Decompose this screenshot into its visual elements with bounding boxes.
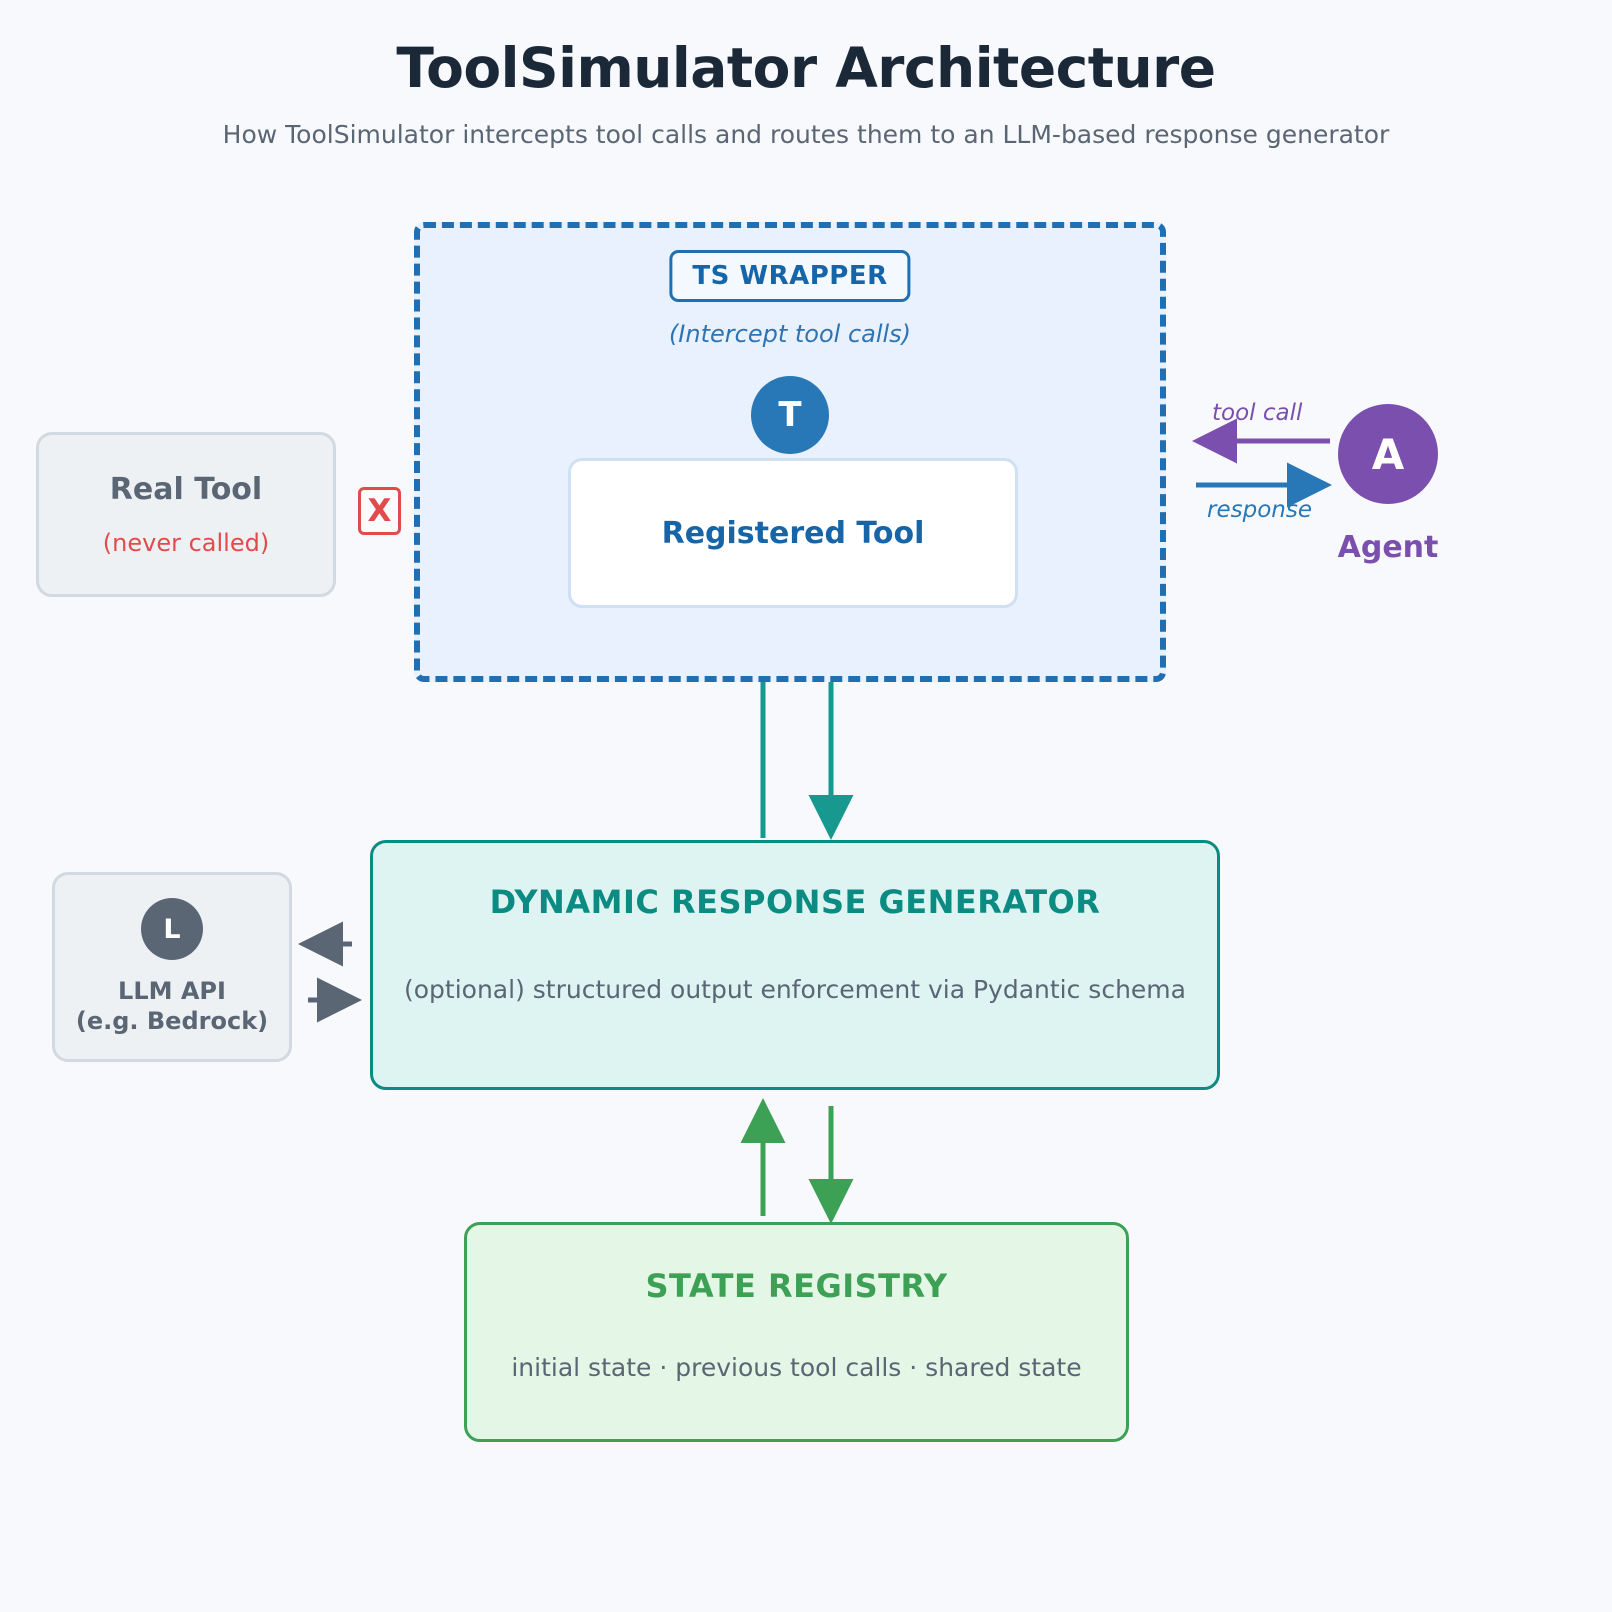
llm-node-icon: L [141, 898, 203, 960]
agent-label: Agent [1337, 530, 1439, 565]
ts-wrapper-container [414, 222, 1166, 682]
llm-api-box [52, 872, 292, 1062]
state-registry-title: STATE REGISTRY [645, 1267, 948, 1305]
ts-wrapper-badge: TS WRAPPER [669, 250, 910, 302]
dynamic-response-generator-subtitle: (optional) structured output enforcement via Pydantic schema [404, 975, 1186, 1004]
dynamic-response-generator-box [370, 840, 1220, 1090]
state-registry-subtitle: initial state · previous tool calls · shared state [511, 1353, 1082, 1382]
registered-tool-box: Registered Tool [568, 458, 1018, 608]
edge-label-tool-call: tool call [1212, 400, 1303, 426]
llm-api-title: LLM API [118, 977, 226, 1005]
llm-api-subtitle: (e.g. Bedrock) [75, 1007, 269, 1035]
ts-wrapper-note: (Intercept tool calls) [668, 320, 912, 348]
edge-label-response: response [1207, 497, 1312, 523]
real-tool-title: Real Tool [109, 472, 263, 507]
blocked-x-icon: X [358, 487, 401, 535]
dynamic-response-generator-title: DYNAMIC RESPONSE GENERATOR [489, 883, 1101, 921]
page-title: ToolSimulator Architecture [396, 36, 1216, 100]
page-subtitle: How ToolSimulator intercepts tool calls and routes them to an LLM-based response generator [222, 120, 1390, 149]
state-registry-box [464, 1222, 1129, 1442]
tool-node-icon: T [751, 376, 829, 454]
agent-avatar: A [1338, 404, 1438, 504]
real-tool-box [36, 432, 336, 597]
real-tool-note: (never called) [102, 529, 270, 557]
